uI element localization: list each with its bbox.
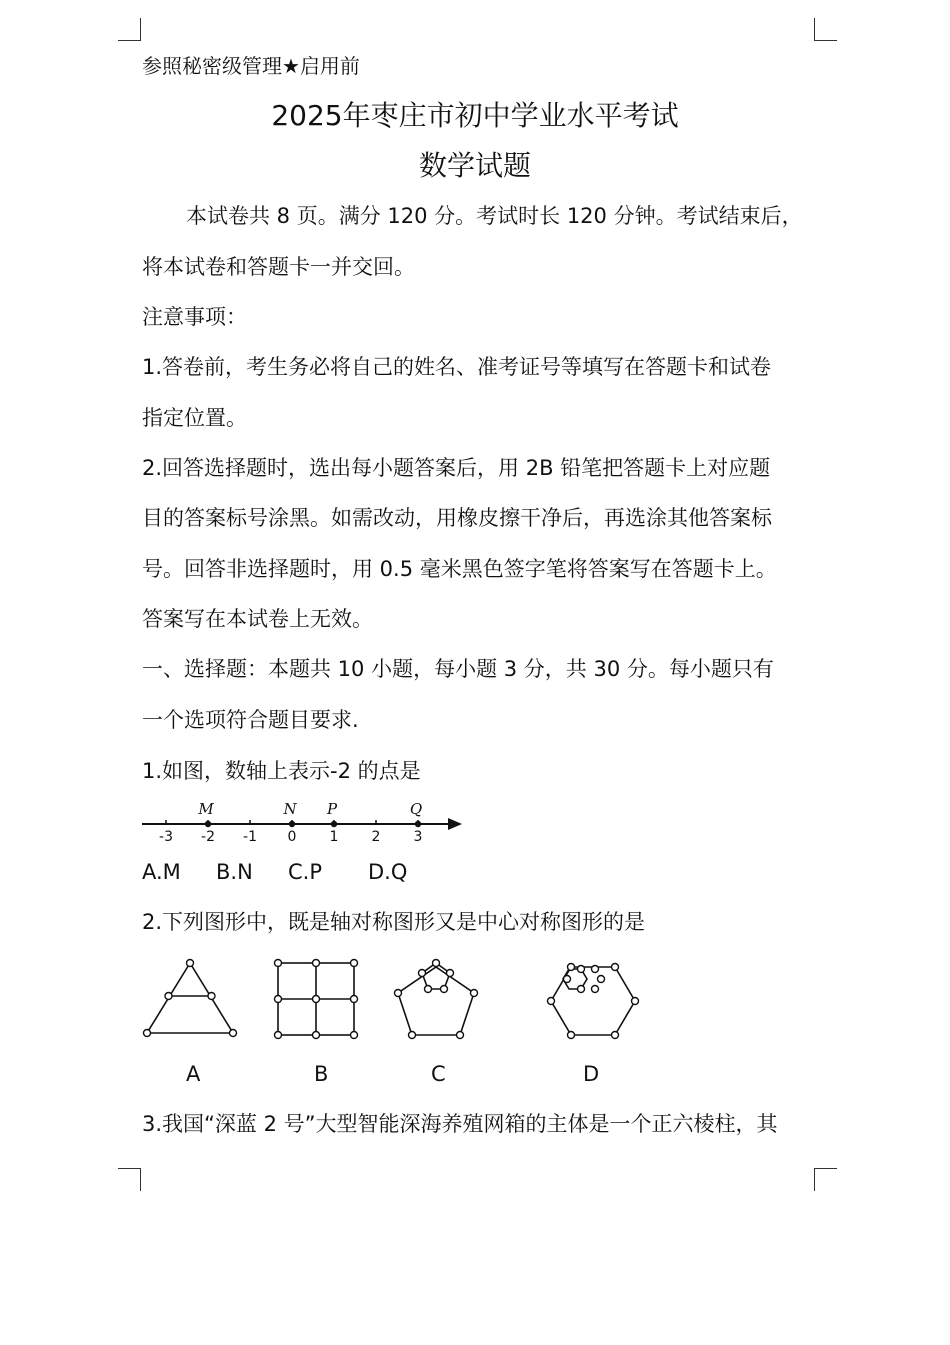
option-c[interactable]: C.P [288,860,323,884]
question-2-stem: 2.下列图形中，既是轴对称图形又是中心对称图形的是 [142,910,646,934]
figure-label-a[interactable]: A [186,1062,201,1086]
intro-line-1: 本试卷共 8 页。满分 120 分。考试时长 120 分钟。考试结束后， [186,204,803,228]
crop-mark-top-left [118,18,141,41]
number-line-point-label: M [198,800,214,818]
number-line-tick-label: 0 [287,829,297,845]
number-line-arrow [448,818,462,830]
notes-heading: 注意事项： [142,305,247,329]
number-line-point [289,821,295,827]
number-line-tick-label: 2 [371,829,381,845]
number-line-tick-label: -2 [201,829,215,845]
question-3-stem: 3.我国“深蓝 2 号”大型智能深海养殖网箱的主体是一个正六棱柱，其 [142,1112,778,1136]
figure-label-d[interactable]: D [583,1062,600,1086]
question-1-stem: 1.如图，数轴上表示-2 的点是 [142,759,421,783]
note-line: 目的答案标号涂黑。如需改动，用橡皮擦干净后，再选涂其他答案标 [142,506,772,530]
intro-line-2: 将本试卷和答题卡一并交回。 [142,255,415,279]
option-d[interactable]: D.Q [368,860,408,884]
option-a[interactable]: A.M [142,860,181,884]
figure-d-hexagon [545,955,641,1045]
note-line: 指定位置。 [142,406,247,430]
note-line: 号。回答非选择题时，用 0.5 毫米黑色签字笔将答案写在答题卡上。 [142,557,777,581]
section-1-heading-cont: 一个选项符合题目要求. [142,708,359,732]
number-line-tick-label: 3 [413,829,423,845]
crop-mark-bottom-right [814,1168,837,1191]
number-line-figure [140,798,470,848]
number-line-point [205,821,211,827]
option-b[interactable]: B.N [216,860,253,884]
figure-a-triangle [140,955,245,1045]
page-subtitle: 数学试题 [418,149,531,182]
crop-mark-bottom-left [118,1168,141,1191]
number-line-point-label: Q [409,800,423,818]
number-line-tick-label: 1 [329,829,339,845]
figure-c-pentagon [388,955,484,1045]
number-line-point-label: N [283,800,297,818]
secrecy-label: 参照秘密级管理★启用前 [142,54,360,78]
figure-b-grid [270,955,362,1045]
number-line-point-label: P [326,800,338,818]
number-line-point [415,821,421,827]
figure-label-c[interactable]: C [431,1062,446,1086]
number-line-tick-label: -1 [243,829,257,845]
crop-mark-top-right [814,18,837,41]
number-line-point [331,821,337,827]
figure-label-b[interactable]: B [314,1062,329,1086]
page-title: 2025年枣庄市初中学业水平考试 [271,99,679,132]
number-line-tick-label: -3 [159,829,173,845]
section-1-heading: 一、选择题：本题共 10 小题，每小题 3 分，共 30 分。每小题只有 [142,657,774,681]
note-line: 1.答卷前，考生务必将自己的姓名、准考证号等填写在答题卡和试卷 [142,355,772,379]
note-line: 答案写在本试卷上无效。 [142,607,373,631]
note-line: 2.回答选择题时，选出每小题答案后，用 2B 铅笔把答题卡上对应题 [142,456,771,480]
